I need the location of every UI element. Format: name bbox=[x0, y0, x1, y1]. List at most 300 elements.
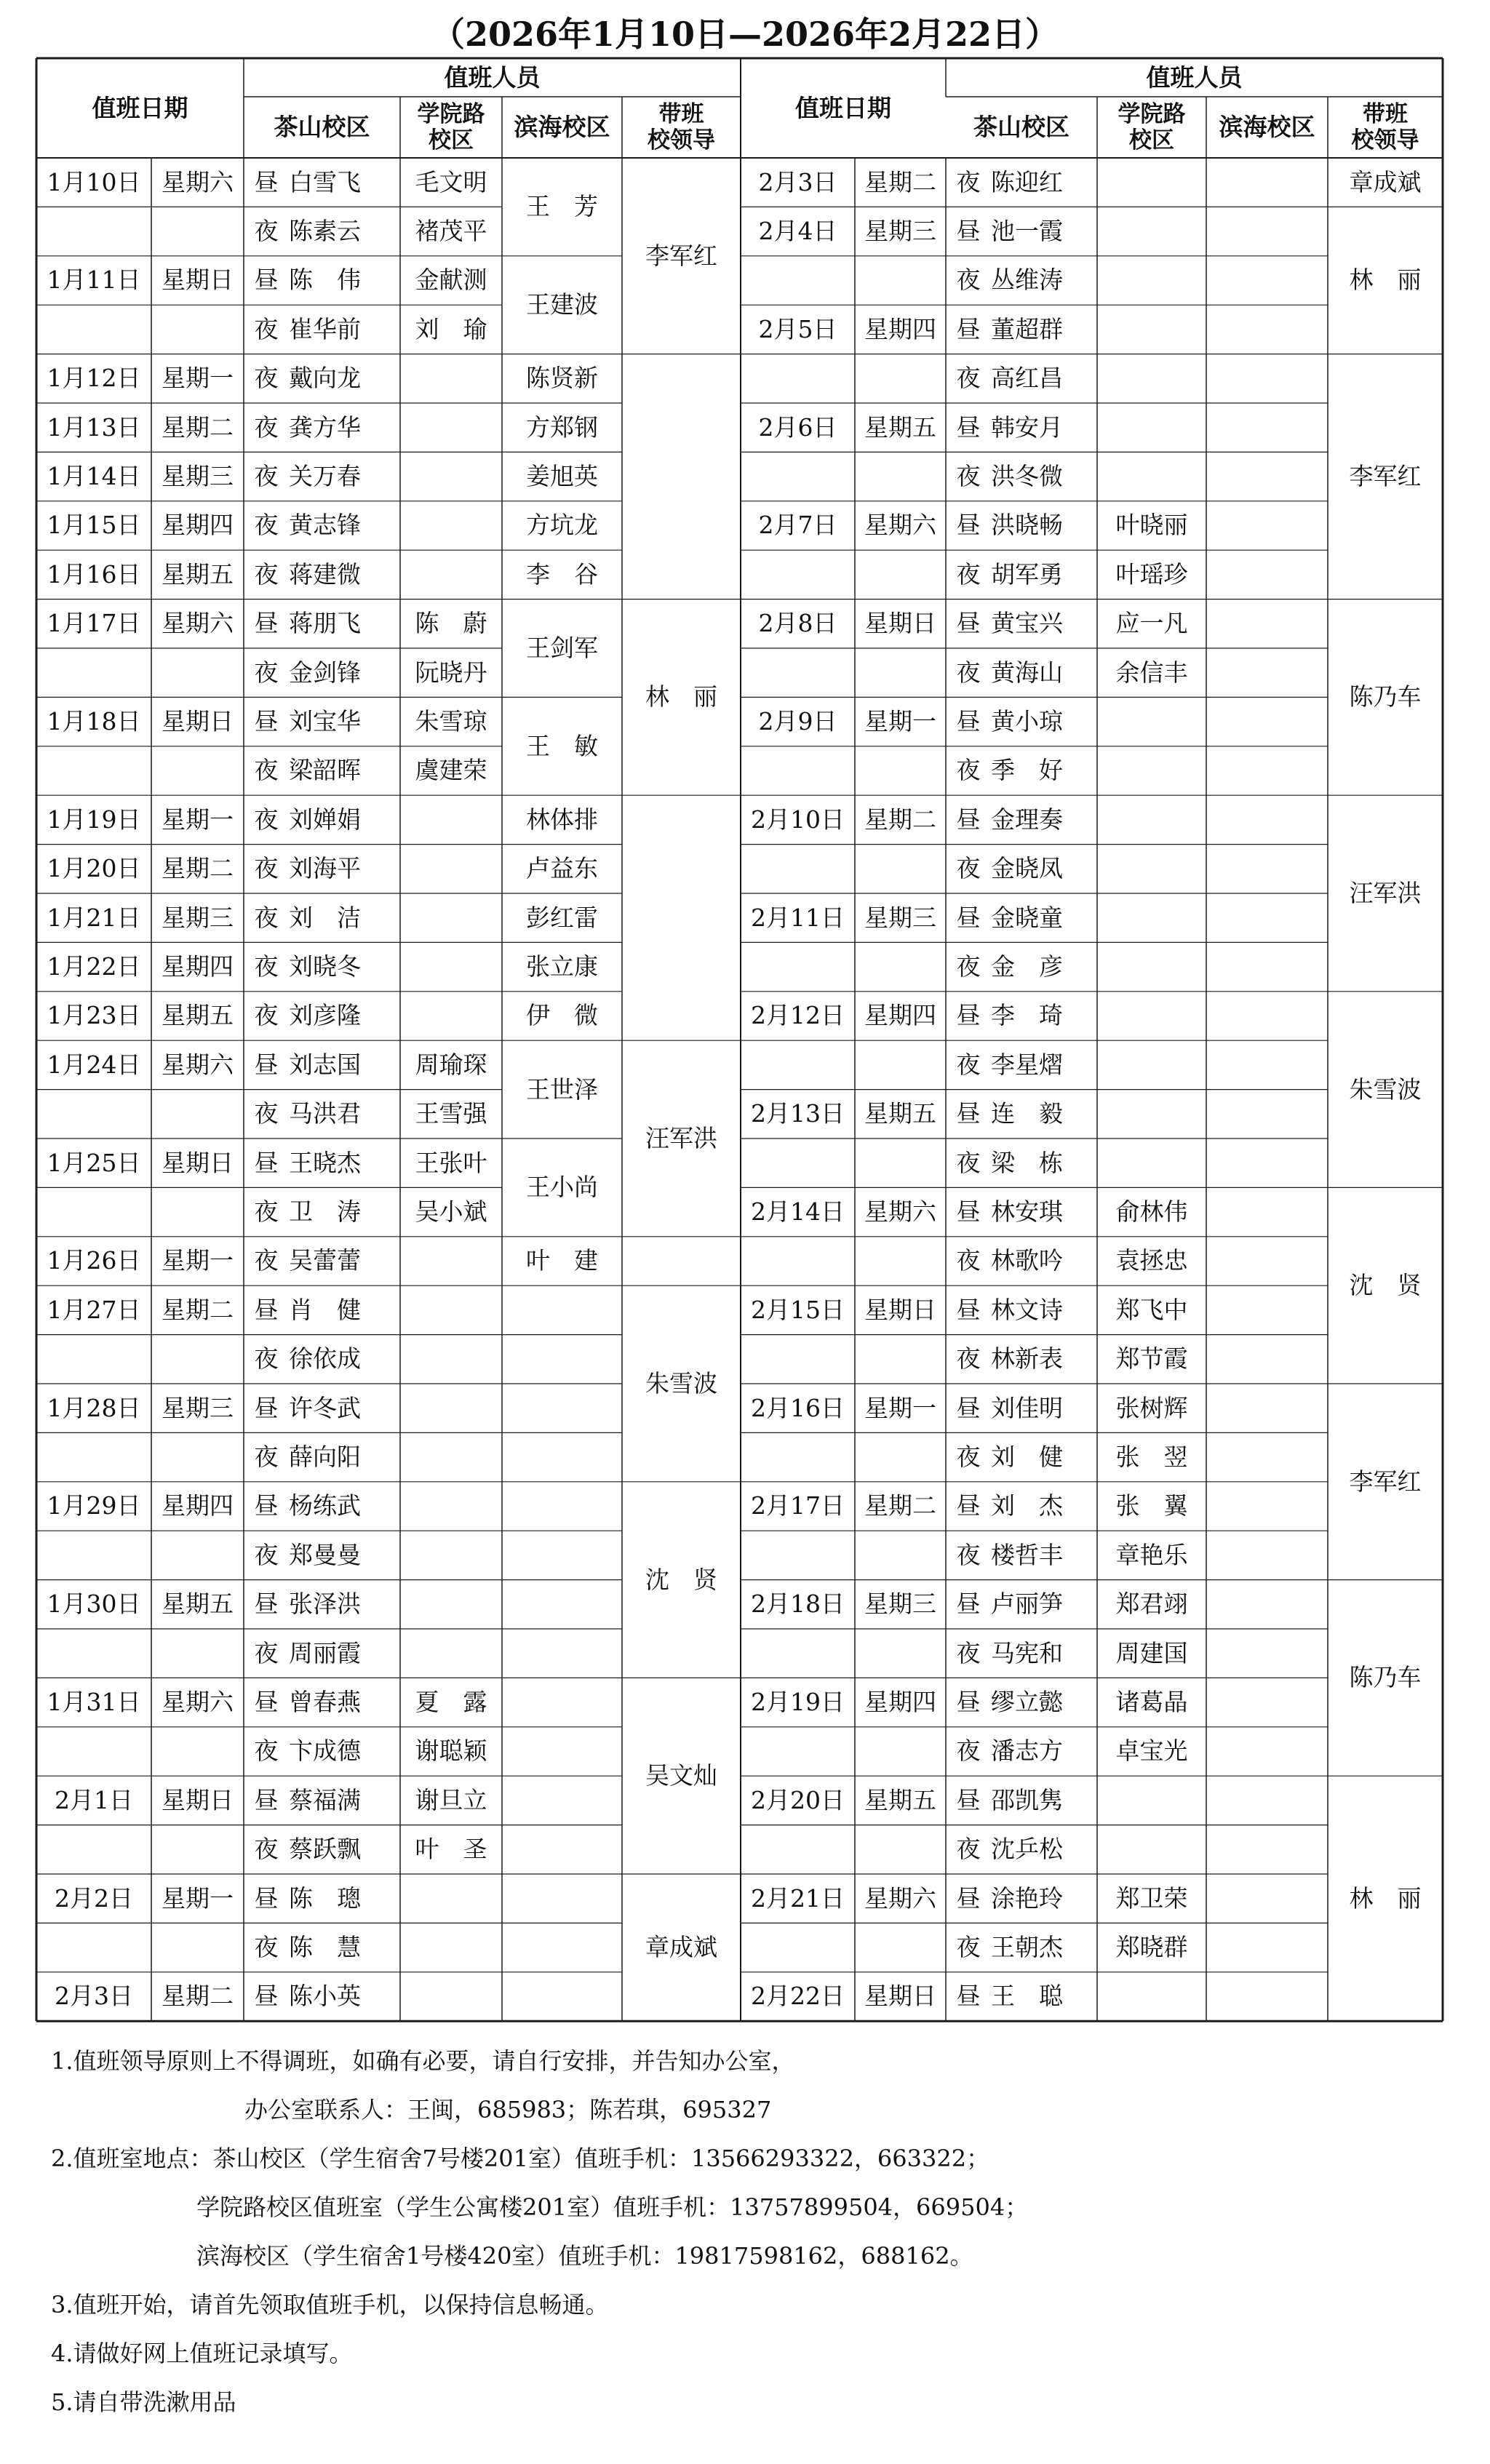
chashan-staff-name: 刘晓冬 bbox=[289, 952, 361, 981]
chashan-staff-name: 龚方华 bbox=[289, 412, 361, 442]
date-cell bbox=[741, 452, 855, 501]
date-cell bbox=[36, 1629, 151, 1678]
xueyuan-staff-name bbox=[400, 845, 502, 893]
date-cell: 2月12日 bbox=[751, 1001, 845, 1030]
leader-name: 章成斌 bbox=[645, 1933, 717, 1962]
date-cell bbox=[36, 207, 151, 255]
date-cell: 1月28日 bbox=[47, 1393, 141, 1422]
shift-label: 夜 bbox=[254, 1443, 279, 1472]
weekday-cell bbox=[855, 1923, 946, 1971]
weekday-cell: 星期五 bbox=[162, 1590, 234, 1619]
weekday-cell: 星期四 bbox=[162, 952, 234, 981]
date-cell: 2月19日 bbox=[751, 1688, 845, 1717]
note-2: 2.值班室地点：茶山校区（学生宿舍7号楼201室）值班手机：13566293322，663322； bbox=[51, 2145, 990, 2172]
shift-label: 昼 bbox=[254, 1785, 279, 1814]
weekday-cell: 星期日 bbox=[864, 1982, 936, 2011]
xueyuan-staff-name bbox=[1097, 207, 1206, 255]
shift-label: 夜 bbox=[254, 1197, 279, 1227]
chashan-staff-name: 蔡福满 bbox=[289, 1785, 361, 1814]
chashan-staff-name: 刘 杰 bbox=[991, 1491, 1063, 1520]
chashan-staff-name: 金理奏 bbox=[991, 805, 1063, 834]
date-cell: 1月25日 bbox=[47, 1148, 141, 1177]
weekday-cell bbox=[151, 1825, 244, 1874]
xueyuan-staff-name: 诸葛晶 bbox=[1115, 1688, 1188, 1717]
shift-label: 昼 bbox=[956, 1982, 981, 2011]
weekday-cell bbox=[151, 1090, 244, 1139]
date-cell: 2月7日 bbox=[758, 511, 837, 540]
xueyuan-staff-name bbox=[1097, 305, 1206, 354]
shift-label: 夜 bbox=[956, 462, 981, 491]
chashan-staff-name: 马洪君 bbox=[289, 1099, 361, 1128]
weekday-cell bbox=[151, 1923, 244, 1971]
date-cell bbox=[741, 1237, 855, 1285]
xueyuan-staff-name: 郑飞中 bbox=[1115, 1295, 1188, 1324]
leader-name: 林 丽 bbox=[1349, 1883, 1422, 1913]
weekday-cell: 星期日 bbox=[162, 707, 234, 736]
weekday-cell bbox=[855, 1825, 946, 1874]
date-cell: 1月10日 bbox=[47, 167, 141, 196]
chashan-staff-name: 林新表 bbox=[991, 1344, 1063, 1373]
weekday-cell: 星期五 bbox=[864, 412, 936, 442]
shift-label: 昼 bbox=[956, 1295, 981, 1324]
chashan-staff-name: 曾春燕 bbox=[289, 1688, 361, 1717]
date-cell bbox=[36, 648, 151, 697]
chashan-staff-name: 戴向龙 bbox=[289, 364, 361, 393]
header-duty-staff: 值班人员 bbox=[1146, 63, 1243, 92]
xueyuan-staff-name bbox=[1097, 1972, 1206, 2021]
xueyuan-staff-name bbox=[1097, 992, 1206, 1040]
binhai-staff-name: 叶 建 bbox=[526, 1246, 598, 1275]
shift-label: 夜 bbox=[254, 1540, 279, 1569]
date-cell: 1月22日 bbox=[47, 952, 141, 981]
xueyuan-staff-name bbox=[1097, 1825, 1206, 1874]
weekday-cell: 星期五 bbox=[864, 1099, 936, 1128]
binhai-staff-name: 林体排 bbox=[526, 805, 598, 834]
shift-label: 夜 bbox=[956, 1148, 981, 1177]
date-cell: 2月2日 bbox=[55, 1883, 133, 1913]
xueyuan-staff-name: 褚茂平 bbox=[415, 217, 487, 246]
shift-label: 昼 bbox=[956, 1785, 981, 1814]
xueyuan-staff-name: 章艳乐 bbox=[1115, 1540, 1188, 1569]
date-cell: 2月1日 bbox=[55, 1785, 133, 1814]
date-cell: 1月21日 bbox=[47, 903, 141, 932]
xueyuan-staff-name bbox=[1097, 1776, 1206, 1825]
xueyuan-staff-name: 叶晓丽 bbox=[1115, 511, 1188, 540]
shift-label: 夜 bbox=[254, 217, 279, 246]
chashan-staff-name: 肖 健 bbox=[289, 1295, 361, 1324]
xueyuan-staff-name: 卓宝光 bbox=[1115, 1737, 1188, 1766]
weekday-cell bbox=[855, 1629, 946, 1678]
xueyuan-staff-name: 郑晓群 bbox=[1115, 1933, 1188, 1962]
weekday-cell bbox=[855, 256, 946, 305]
date-cell bbox=[36, 1825, 151, 1874]
binhai-staff-name: 伊 微 bbox=[526, 1001, 598, 1030]
xueyuan-staff-name bbox=[400, 992, 502, 1040]
weekday-cell: 星期六 bbox=[162, 167, 234, 196]
leader-name: 林 丽 bbox=[1349, 266, 1422, 295]
weekday-cell: 星期三 bbox=[864, 217, 936, 246]
date-cell: 2月11日 bbox=[751, 903, 845, 932]
date-cell: 2月6日 bbox=[758, 412, 837, 442]
chashan-staff-name: 梁 栋 bbox=[991, 1148, 1063, 1177]
xueyuan-staff-name: 谢旦立 bbox=[415, 1785, 487, 1814]
weekday-cell: 星期五 bbox=[864, 1785, 936, 1814]
weekday-cell bbox=[855, 354, 946, 403]
chashan-staff-name: 关万春 bbox=[289, 462, 361, 491]
date-cell bbox=[741, 648, 855, 697]
xueyuan-staff-name bbox=[400, 354, 502, 403]
leader-name: 沈 贤 bbox=[1349, 1271, 1422, 1300]
chashan-staff-name: 黄志锋 bbox=[289, 511, 361, 540]
date-cell: 2月13日 bbox=[751, 1099, 845, 1128]
header-xueyuan: 学院路 校区 bbox=[1118, 101, 1186, 153]
xueyuan-staff-name: 应一凡 bbox=[1115, 609, 1188, 638]
binhai-staff-name: 姜旭英 bbox=[526, 462, 598, 491]
leader-name: 汪军洪 bbox=[645, 1123, 717, 1152]
xueyuan-staff-name: 余信丰 bbox=[1115, 658, 1188, 687]
shift-label: 夜 bbox=[956, 167, 981, 196]
weekday-cell bbox=[855, 648, 946, 697]
binhai-staff-name: 王世泽 bbox=[526, 1074, 598, 1104]
chashan-staff-name: 楼哲丰 bbox=[991, 1540, 1063, 1569]
shift-label: 夜 bbox=[956, 266, 981, 295]
date-cell: 1月14日 bbox=[47, 462, 141, 491]
date-cell: 1月16日 bbox=[47, 559, 141, 589]
date-cell bbox=[36, 1090, 151, 1139]
xueyuan-staff-name: 谢聪颖 bbox=[415, 1737, 487, 1766]
chashan-staff-name: 连 毅 bbox=[991, 1099, 1063, 1128]
date-cell bbox=[36, 746, 151, 795]
weekday-cell: 星期二 bbox=[162, 854, 234, 883]
weekday-cell: 星期二 bbox=[162, 412, 234, 442]
xueyuan-staff-name bbox=[400, 501, 502, 550]
weekday-cell: 星期四 bbox=[864, 1688, 936, 1717]
shift-label: 夜 bbox=[956, 1443, 981, 1472]
binhai-staff-name: 方坑龙 bbox=[526, 511, 598, 540]
xueyuan-staff-name: 张树辉 bbox=[1115, 1393, 1188, 1422]
xueyuan-staff-name: 叶 圣 bbox=[415, 1835, 487, 1864]
date-cell bbox=[36, 1335, 151, 1384]
binhai-staff-name: 王剑军 bbox=[526, 633, 598, 662]
xueyuan-staff-name bbox=[400, 1482, 502, 1531]
chashan-staff-name: 王晓杰 bbox=[289, 1148, 361, 1177]
weekday-cell: 星期三 bbox=[864, 1590, 936, 1619]
weekday-cell bbox=[855, 452, 946, 501]
shift-label: 夜 bbox=[956, 1344, 981, 1373]
note-1: 1.值班领导原则上不得调班，如确有必要，请自行安排，并告知办公室， bbox=[51, 2047, 795, 2075]
xueyuan-staff-name bbox=[400, 1972, 502, 2021]
date-cell bbox=[741, 1629, 855, 1678]
weekday-cell: 星期一 bbox=[864, 707, 936, 736]
xueyuan-staff-name bbox=[1097, 697, 1206, 746]
leader-name: 李军红 bbox=[1349, 462, 1422, 491]
xueyuan-staff-name bbox=[400, 1580, 502, 1629]
leader-name: 汪军洪 bbox=[1349, 878, 1422, 907]
xueyuan-staff-name bbox=[400, 1874, 502, 1923]
xueyuan-staff-name bbox=[1097, 746, 1206, 795]
header-duty-date: 值班日期 bbox=[795, 93, 891, 122]
chashan-staff-name: 陈素云 bbox=[289, 217, 361, 246]
weekday-cell: 星期三 bbox=[864, 903, 936, 932]
leader-name: 林 丽 bbox=[645, 682, 717, 711]
date-cell bbox=[741, 845, 855, 893]
shift-label: 夜 bbox=[956, 1835, 981, 1864]
header-chashan: 茶山校区 bbox=[274, 113, 370, 141]
leader-name: 陈乃车 bbox=[1349, 1663, 1422, 1692]
shift-label: 夜 bbox=[254, 805, 279, 834]
date-cell: 1月20日 bbox=[47, 854, 141, 883]
leader-name: 李军红 bbox=[645, 241, 717, 270]
chashan-staff-name: 杨练武 bbox=[289, 1491, 361, 1520]
chashan-staff-name: 邵凯隽 bbox=[991, 1785, 1063, 1814]
leader-name: 沈 贤 bbox=[645, 1565, 717, 1594]
chashan-staff-name: 董超群 bbox=[991, 314, 1063, 343]
weekday-cell: 星期五 bbox=[162, 559, 234, 589]
chashan-staff-name: 金剑锋 bbox=[289, 658, 361, 687]
note-2-xueyuan: 学院路校区值班室（学生公寓楼201室）值班手机：13757899504，669504； bbox=[196, 2193, 1029, 2221]
weekday-cell: 星期二 bbox=[162, 1295, 234, 1324]
date-cell: 2月17日 bbox=[751, 1491, 845, 1520]
shift-label: 夜 bbox=[956, 1933, 981, 1962]
shift-label: 夜 bbox=[956, 559, 981, 589]
xueyuan-staff-name: 王雪强 bbox=[415, 1099, 487, 1128]
chashan-staff-name: 刘海平 bbox=[289, 854, 361, 883]
xueyuan-staff-name bbox=[400, 403, 502, 452]
weekday-cell: 星期六 bbox=[162, 1688, 234, 1717]
shift-label: 昼 bbox=[254, 609, 279, 638]
shift-label: 夜 bbox=[956, 1246, 981, 1275]
chashan-staff-name: 蒋朋飞 bbox=[289, 609, 361, 638]
shift-label: 昼 bbox=[254, 1491, 279, 1520]
date-cell bbox=[36, 305, 151, 354]
date-cell: 2月20日 bbox=[751, 1785, 845, 1814]
chashan-staff-name: 卢丽笋 bbox=[991, 1590, 1063, 1619]
xueyuan-staff-name: 刘 瑜 bbox=[415, 314, 487, 343]
note-1-contact: 办公室联系人：王闽，685983；陈若琪，695327 bbox=[244, 2096, 772, 2124]
xueyuan-staff-name bbox=[1097, 256, 1206, 305]
shift-label: 昼 bbox=[956, 1883, 981, 1913]
xueyuan-staff-name: 阮晓丹 bbox=[415, 658, 487, 687]
chashan-staff-name: 梁韶晖 bbox=[289, 756, 361, 785]
shift-label: 昼 bbox=[254, 167, 279, 196]
note-4: 4.请做好网上值班记录填写。 bbox=[51, 2340, 353, 2367]
shift-label: 夜 bbox=[254, 854, 279, 883]
weekday-cell: 星期四 bbox=[864, 314, 936, 343]
xueyuan-staff-name bbox=[400, 1629, 502, 1678]
chashan-staff-name: 马宪和 bbox=[991, 1638, 1063, 1667]
chashan-staff-name: 周丽霞 bbox=[289, 1638, 361, 1667]
chashan-staff-name: 郑曼曼 bbox=[289, 1540, 361, 1569]
header-duty-date: 值班日期 bbox=[92, 93, 188, 122]
xueyuan-staff-name: 叶瑶珍 bbox=[1115, 559, 1188, 589]
shift-label: 夜 bbox=[956, 952, 981, 981]
shift-label: 昼 bbox=[254, 1050, 279, 1079]
binhai-staff-name: 彭红雷 bbox=[526, 903, 598, 932]
shift-label: 昼 bbox=[254, 1295, 279, 1324]
chashan-staff-name: 王 聪 bbox=[991, 1982, 1063, 2011]
xueyuan-staff-name bbox=[1097, 893, 1206, 942]
weekday-cell: 星期日 bbox=[162, 266, 234, 295]
chashan-staff-name: 王朝杰 bbox=[991, 1933, 1063, 1962]
weekday-cell bbox=[855, 746, 946, 795]
weekday-cell: 星期六 bbox=[162, 609, 234, 638]
chashan-staff-name: 金 彦 bbox=[991, 952, 1063, 981]
shift-label: 昼 bbox=[956, 1688, 981, 1717]
binhai-staff-name: 卢益东 bbox=[526, 854, 598, 883]
weekday-cell bbox=[855, 1335, 946, 1384]
header-leader: 带班 校领导 bbox=[1351, 101, 1419, 153]
xueyuan-staff-name: 陈 蔚 bbox=[415, 609, 487, 638]
date-cell: 2月3日 bbox=[758, 167, 837, 196]
weekday-cell: 星期六 bbox=[864, 1197, 936, 1227]
chashan-staff-name: 黄海山 bbox=[991, 658, 1063, 687]
date-cell: 2月21日 bbox=[751, 1883, 845, 1913]
xueyuan-staff-name bbox=[400, 1923, 502, 1971]
chashan-staff-name: 林歌吟 bbox=[991, 1246, 1063, 1275]
shift-label: 夜 bbox=[956, 658, 981, 687]
header-chashan: 茶山校区 bbox=[973, 113, 1069, 141]
weekday-cell: 星期一 bbox=[162, 805, 234, 834]
xueyuan-staff-name: 虞建荣 bbox=[415, 756, 487, 785]
chashan-staff-name: 陈 慧 bbox=[289, 1933, 361, 1962]
date-cell: 1月29日 bbox=[47, 1491, 141, 1520]
weekday-cell: 星期日 bbox=[864, 609, 936, 638]
chashan-staff-name: 金晓童 bbox=[991, 903, 1063, 932]
chashan-staff-name: 缪立懿 bbox=[991, 1688, 1063, 1717]
shift-label: 夜 bbox=[254, 1099, 279, 1128]
weekday-cell bbox=[855, 1237, 946, 1285]
chashan-staff-name: 陈 伟 bbox=[289, 266, 361, 295]
chashan-staff-name: 刘宝华 bbox=[289, 707, 361, 736]
chashan-staff-name: 陈小英 bbox=[289, 1982, 361, 2011]
weekday-cell: 星期日 bbox=[162, 1148, 234, 1177]
chashan-staff-name: 李 琦 bbox=[991, 1001, 1063, 1030]
weekday-cell bbox=[855, 1040, 946, 1089]
date-cell: 2月18日 bbox=[751, 1590, 845, 1619]
date-cell: 2月3日 bbox=[55, 1982, 133, 2011]
date-cell: 2月9日 bbox=[758, 707, 837, 736]
leader-name: 吴文灿 bbox=[645, 1761, 717, 1790]
chashan-staff-name: 季 好 bbox=[991, 756, 1063, 785]
weekday-cell: 星期二 bbox=[864, 805, 936, 834]
date-cell bbox=[741, 1923, 855, 1971]
chashan-staff-name: 黄小琼 bbox=[991, 707, 1063, 736]
xueyuan-staff-name: 王张叶 bbox=[415, 1148, 487, 1177]
note-3: 3.值班开始，请首先领取值班手机，以保持信息畅通。 bbox=[51, 2291, 609, 2319]
date-cell: 1月12日 bbox=[47, 364, 141, 393]
shift-label: 夜 bbox=[254, 903, 279, 932]
date-cell bbox=[36, 1187, 151, 1236]
header-leader: 带班 校领导 bbox=[648, 101, 715, 153]
weekday-cell bbox=[151, 1335, 244, 1384]
date-cell: 1月31日 bbox=[47, 1688, 141, 1717]
weekday-cell: 星期三 bbox=[162, 1393, 234, 1422]
chashan-staff-name: 洪冬微 bbox=[991, 462, 1063, 491]
weekday-cell: 星期二 bbox=[162, 1982, 234, 2011]
binhai-staff-name: 王 敏 bbox=[526, 731, 598, 760]
xueyuan-staff-name: 夏 露 bbox=[415, 1688, 487, 1717]
date-cell: 2月4日 bbox=[758, 217, 837, 246]
weekday-cell bbox=[855, 845, 946, 893]
xueyuan-staff-name bbox=[1097, 845, 1206, 893]
shift-label: 昼 bbox=[956, 1001, 981, 1030]
date-cell: 2月15日 bbox=[751, 1295, 845, 1324]
xueyuan-staff-name: 金献测 bbox=[415, 266, 487, 295]
weekday-cell bbox=[855, 550, 946, 599]
shift-label: 夜 bbox=[254, 658, 279, 687]
shift-label: 夜 bbox=[254, 1835, 279, 1864]
xueyuan-staff-name bbox=[400, 893, 502, 942]
leader-name: 陈乃车 bbox=[1349, 682, 1422, 711]
shift-label: 昼 bbox=[254, 1688, 279, 1717]
shift-label: 夜 bbox=[254, 559, 279, 589]
weekday-cell: 星期四 bbox=[864, 1001, 936, 1030]
shift-label: 夜 bbox=[956, 756, 981, 785]
leader-name: 李军红 bbox=[1349, 1467, 1422, 1496]
weekday-cell: 星期一 bbox=[162, 1883, 234, 1913]
date-cell: 1月23日 bbox=[47, 1001, 141, 1030]
weekday-cell bbox=[151, 207, 244, 255]
weekday-cell: 星期四 bbox=[162, 511, 234, 540]
shift-label: 昼 bbox=[956, 1590, 981, 1619]
weekday-cell bbox=[855, 1432, 946, 1481]
date-cell bbox=[36, 1923, 151, 1971]
chashan-staff-name: 池一霞 bbox=[991, 217, 1063, 246]
chashan-staff-name: 潘志方 bbox=[991, 1737, 1063, 1766]
leader-name: 章成斌 bbox=[1349, 167, 1422, 196]
shift-label: 昼 bbox=[254, 707, 279, 736]
xueyuan-staff-name: 郑节霞 bbox=[1115, 1344, 1188, 1373]
chashan-staff-name: 刘志国 bbox=[289, 1050, 361, 1079]
shift-label: 昼 bbox=[956, 1491, 981, 1520]
binhai-staff-name: 张立康 bbox=[526, 952, 598, 981]
weekday-cell: 星期一 bbox=[162, 364, 234, 393]
date-cell bbox=[741, 1531, 855, 1579]
xueyuan-staff-name bbox=[1097, 158, 1206, 207]
weekday-cell: 星期一 bbox=[864, 1393, 936, 1422]
chashan-staff-name: 黄宝兴 bbox=[991, 609, 1063, 638]
shift-label: 昼 bbox=[956, 1099, 981, 1128]
shift-label: 昼 bbox=[956, 511, 981, 540]
weekday-cell: 星期三 bbox=[162, 903, 234, 932]
shift-label: 夜 bbox=[254, 511, 279, 540]
chashan-staff-name: 刘 洁 bbox=[289, 903, 361, 932]
binhai-staff-name: 王建波 bbox=[526, 290, 598, 319]
date-cell bbox=[741, 746, 855, 795]
shift-label: 昼 bbox=[254, 1883, 279, 1913]
binhai-staff-name: 王小尚 bbox=[526, 1173, 598, 1202]
xueyuan-staff-name: 吴小斌 bbox=[415, 1197, 487, 1227]
chashan-staff-name: 卞成德 bbox=[289, 1737, 361, 1766]
weekday-cell: 星期一 bbox=[162, 1246, 234, 1275]
binhai-staff-name: 陈贤新 bbox=[526, 364, 598, 393]
xueyuan-staff-name bbox=[400, 1237, 502, 1285]
xueyuan-staff-name bbox=[1097, 1090, 1206, 1139]
xueyuan-staff-name bbox=[400, 1285, 502, 1334]
date-cell: 1月19日 bbox=[47, 805, 141, 834]
note-5: 5.请自带洗漱用品 bbox=[51, 2388, 236, 2416]
date-cell bbox=[741, 1139, 855, 1187]
xueyuan-staff-name bbox=[400, 942, 502, 991]
xueyuan-staff-name bbox=[1097, 942, 1206, 991]
xueyuan-staff-name bbox=[400, 1531, 502, 1579]
weekday-cell: 星期二 bbox=[864, 167, 936, 196]
date-cell bbox=[741, 1432, 855, 1481]
xueyuan-staff-name bbox=[1097, 1139, 1206, 1187]
xueyuan-staff-name: 朱雪琼 bbox=[415, 707, 487, 736]
weekday-cell bbox=[151, 305, 244, 354]
shift-label: 夜 bbox=[254, 462, 279, 491]
